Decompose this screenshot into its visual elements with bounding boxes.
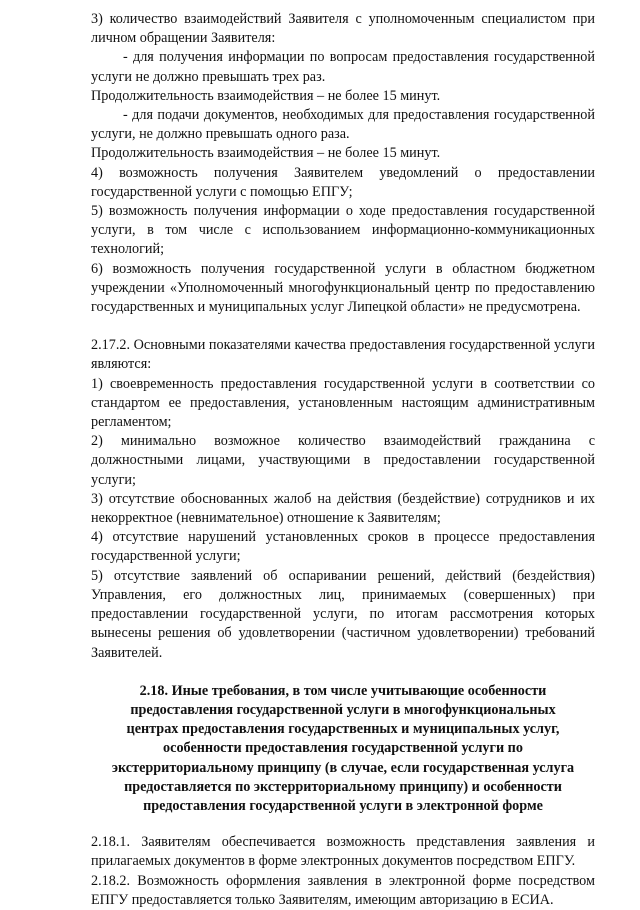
paragraph-interaction-count: 3) количество взаимодействий Заявителя с уполномоченным специалистом при личном обращении Заявителя: — [91, 11, 595, 47]
paragraph-mfc: 6) возможность получения государственной услуги в областном бюджетном учреждении «Уполномоченный многофункциональный центр по предоставлению государственных и муниципальных услуг Липецкой области» не предусмотрена. — [91, 260, 595, 316]
spacer — [91, 816, 595, 833]
heading-line: экстерриториальному принципу (в случае, если государственная услуга — [111, 759, 575, 776]
paragraph-duration-1: Продолжительность взаимодействия – не более 15 минут. — [91, 87, 441, 104]
heading-line: предоставляется по экстерриториальному принципу) и особенности — [124, 778, 562, 795]
heading-line: особенности предоставления государственной услуги по — [163, 740, 523, 757]
paragraph-quality-3: 3) отсутствие обоснованных жалоб на действия (бездействие) сотрудников и их некорректное (невнимательное) отношение к Заявителям; — [91, 490, 595, 527]
paragraph-progress-info: 5) возможность получения информации о ходе предоставления государственной услуги, в том числе с использованием информационно-коммуникационных технологий; — [91, 203, 595, 258]
heading-line: центрах предоставления государственных и муниципальных услуг, — [126, 721, 560, 738]
heading-line: предоставления государственной услуги в электронной форме — [143, 797, 543, 814]
paragraph-quality-1: 1) своевременность предоставления государственной услуги в соответствии со стандартом ее предоставления, установленным настоящим административным регламентом; — [91, 375, 595, 431]
paragraph-info-visits: - для получения информации по вопросам предоставления государственной услуги не должно превышать трех раз. — [91, 49, 595, 85]
paragraph-duration-2: Продолжительность взаимодействия – не более 15 минут. — [91, 145, 441, 162]
spacer — [91, 663, 595, 682]
heading-line: предоставления государственной услуги в многофункциональных — [130, 701, 556, 718]
section-heading-2-18 — [91, 682, 595, 816]
paragraph-2-18-1: 2.18.1. Заявителям обеспечивается возможность представления заявления и прилагаемых документов в форме электронных документов посредством ЕПГУ. — [91, 834, 595, 870]
paragraph-quality-intro: 2.17.2. Основными показателями качества предоставления государственной услуги являются: — [91, 337, 595, 373]
paragraph-quality-4: 4) отсутствие нарушений установленных сроков в процессе предоставления государственной услуги; — [91, 529, 595, 565]
paragraph-quality-2: 2) минимально возможное количество взаимодействий гражданина с должностными лицами, участвующими в предоставлении государственной услуги; — [91, 433, 595, 488]
paragraph-quality-5: 5) отсутствие заявлений об оспаривании решений, действий (бездействия) Управления, его должностных лиц, принимаемых (совершенных) при предоставлении государственной услуги, по итогам рассмотрения которых вынесены решения об удовлетворении (частичном удовлетворении) требований Заявителей. — [91, 567, 595, 661]
paragraph-2-18-2: 2.18.2. Возможность оформления заявления в электронной форме посредством ЕПГУ предоставляется только Заявителям, имеющим авторизацию в ЕСИА. — [91, 872, 595, 908]
paragraph-notifications: 4) возможность получения Заявителем уведомлений о предоставлении государственной услуги с помощью ЕПГУ; — [91, 164, 595, 200]
paragraph-document-visits: - для подачи документов, необходимых для предоставления государственной услуги, не должно превышать одного раза. — [91, 107, 595, 143]
document-page — [91, 10, 595, 910]
heading-line: 2.18. Иные требования, в том числе учитывающие особенности — [139, 682, 547, 699]
spacer — [91, 317, 595, 336]
